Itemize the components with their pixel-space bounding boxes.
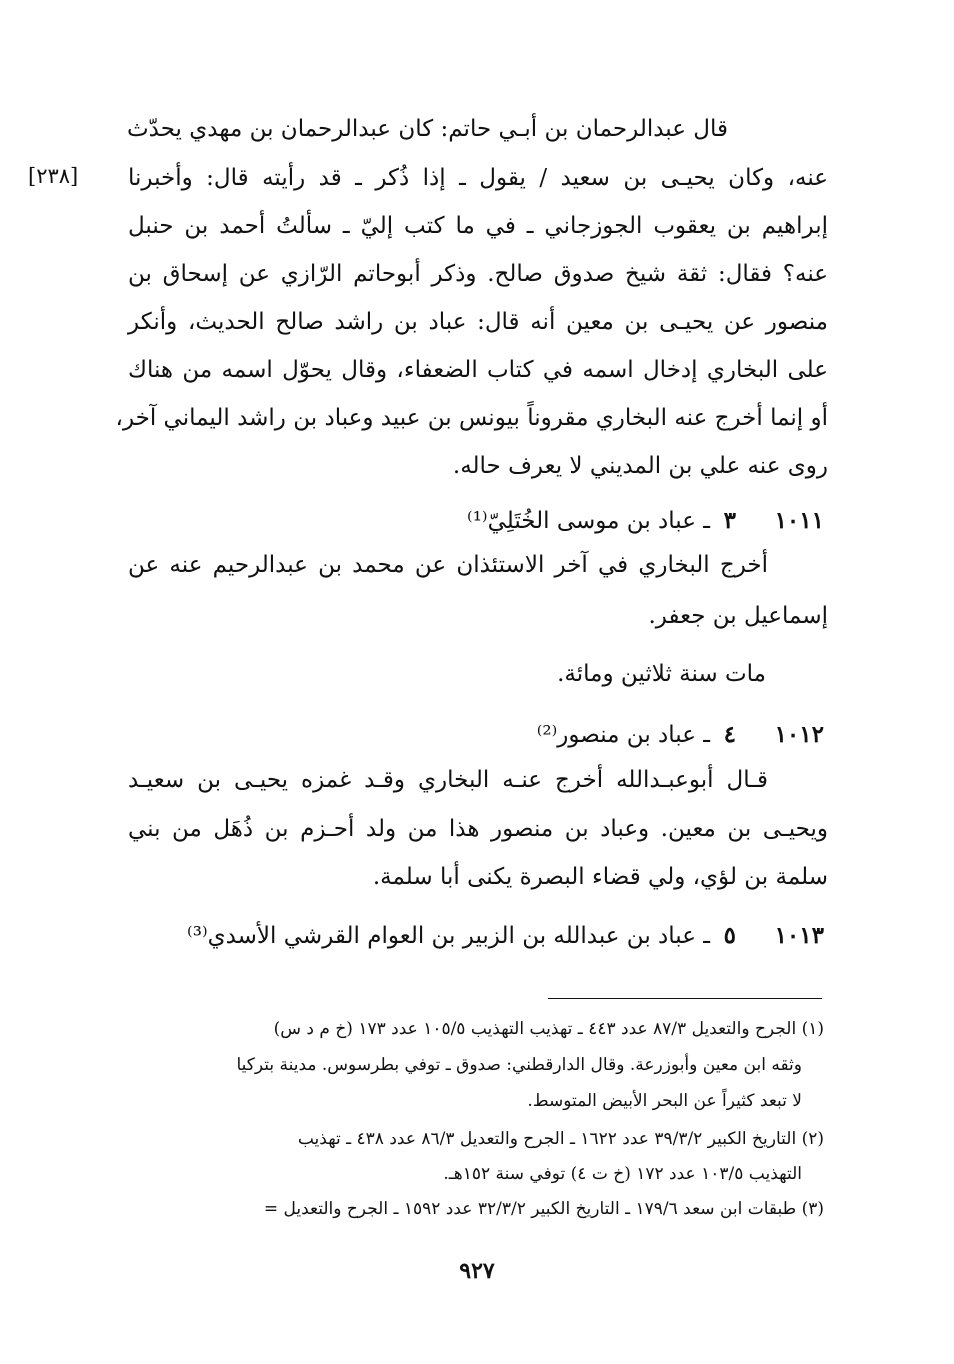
footnote-line: لا تبعد كثيراً عن البحر الأبيض المتوسط. (527, 1091, 802, 1111)
footnote-line: التهذيب ١٠٣/٥ عدد ١٧٢ (خ ت ٤) توفي سنة ١٥٢هـ. (443, 1164, 802, 1184)
entry-title: ـ عباد بن عبدالله بن الزبير بن العوام القرشي الأسدي⁽³⁾ (187, 923, 710, 949)
text-line: على البخاري إدخال اسمه في كتاب الضعفاء، وقال يحوّل اسمه من هناك (128, 357, 828, 383)
footnote-line: (٢) التاريخ الكبير ٣٩/٣/٢ عدد ١٦٢٢ ـ الجرح والتعديل ٨٦/٣ عدد ٤٣٨ ـ تهذيب (297, 1129, 824, 1149)
entry-title: ـ عباد بن موسى الخُتَلِيّ⁽¹⁾ (467, 508, 710, 534)
footnote-line: (٣) طبقات ابن سعد ١٧٩/٦ ـ التاريخ الكبير ٣٢/٣/٢ عدد ١٥٩٢ ـ الجرح والتعديل = (263, 1199, 824, 1219)
text-line: سلمة بن لؤي، ولي قضاء البصرة يكنى أبا سلمة. (372, 864, 828, 890)
text-line: عنه، وكان يحيـى بن سعيد / يقول ـ إذا ذُكر ـ قد رأيته قال: وأخبرنا (128, 165, 828, 191)
entry-number: ١٠١١ (774, 507, 824, 534)
entry-index: ٥ (723, 922, 736, 949)
text-line: أخرج البخاري في آخر الاستئذان عن محمد بن عبدالرحيم عنه عن (128, 552, 768, 578)
footnote-separator (548, 998, 822, 999)
entry-index: ٣ (723, 507, 736, 534)
entry-number: ١٠١٣ (774, 922, 824, 949)
entry-title: ـ عباد بن منصور⁽²⁾ (536, 722, 710, 748)
text-line: إسماعيل بن جعفر. (648, 603, 828, 629)
text-line: ويحيـى بن معين. وعباد بن منصور هذا من ولد أحـزم بن ذُهَل من بني (128, 816, 828, 842)
marginal-page-ref: [٢٣٨] (28, 164, 79, 188)
page-number: ٩٢٧ (459, 1258, 495, 1284)
entry-index: ٤ (723, 721, 736, 748)
text-line: قـال أبوعبـدالله أخرج عنـه البخاري وقـد غمزه يحيـى بن سعيـد (128, 767, 768, 793)
text-line: قال عبدالرحمان بن أبـي حاتم: كان عبدالرحمان بن مهدي يحدّث (126, 116, 728, 142)
footnote-line: (١) الجرح والتعديل ٨٧/٣ عدد ٤٤٣ ـ تهذيب التهذيب ١٠٥/٥ عدد ١٧٣ (خ م د س) (273, 1019, 824, 1039)
text-line: روى عنه علي بن المديني لا يعرف حاله. (452, 453, 828, 479)
text-line: إبراهيم بن يعقوب الجوزجاني ـ في ما كتب إليّ ـ سألتُ أحمد بن حنبل (128, 213, 828, 239)
text-line: أو إنما أخرج عنه البخاري مقروناً بيونس بن عبيد وعباد بن راشد اليماني آخر، (115, 405, 828, 431)
text-line: مات سنة ثلاثين ومائة. (557, 661, 766, 687)
text-line: منصور عن يحيـى بن معين أنه قال: عباد بن راشد صالح الحديث، وأنكر (128, 309, 828, 335)
footnote-line: وثقه ابن معين وأبوزرعة. وقال الدارقطني: صدوق ـ توفي بطرسوس. مدينة بتركيا (236, 1055, 802, 1075)
text-line: عنه؟ فقال: ثقة شيخ صدوق صالح. وذكر أبوحاتم الرّازي عن إسحاق بن (128, 261, 828, 287)
entry-number: ١٠١٢ (774, 721, 824, 748)
